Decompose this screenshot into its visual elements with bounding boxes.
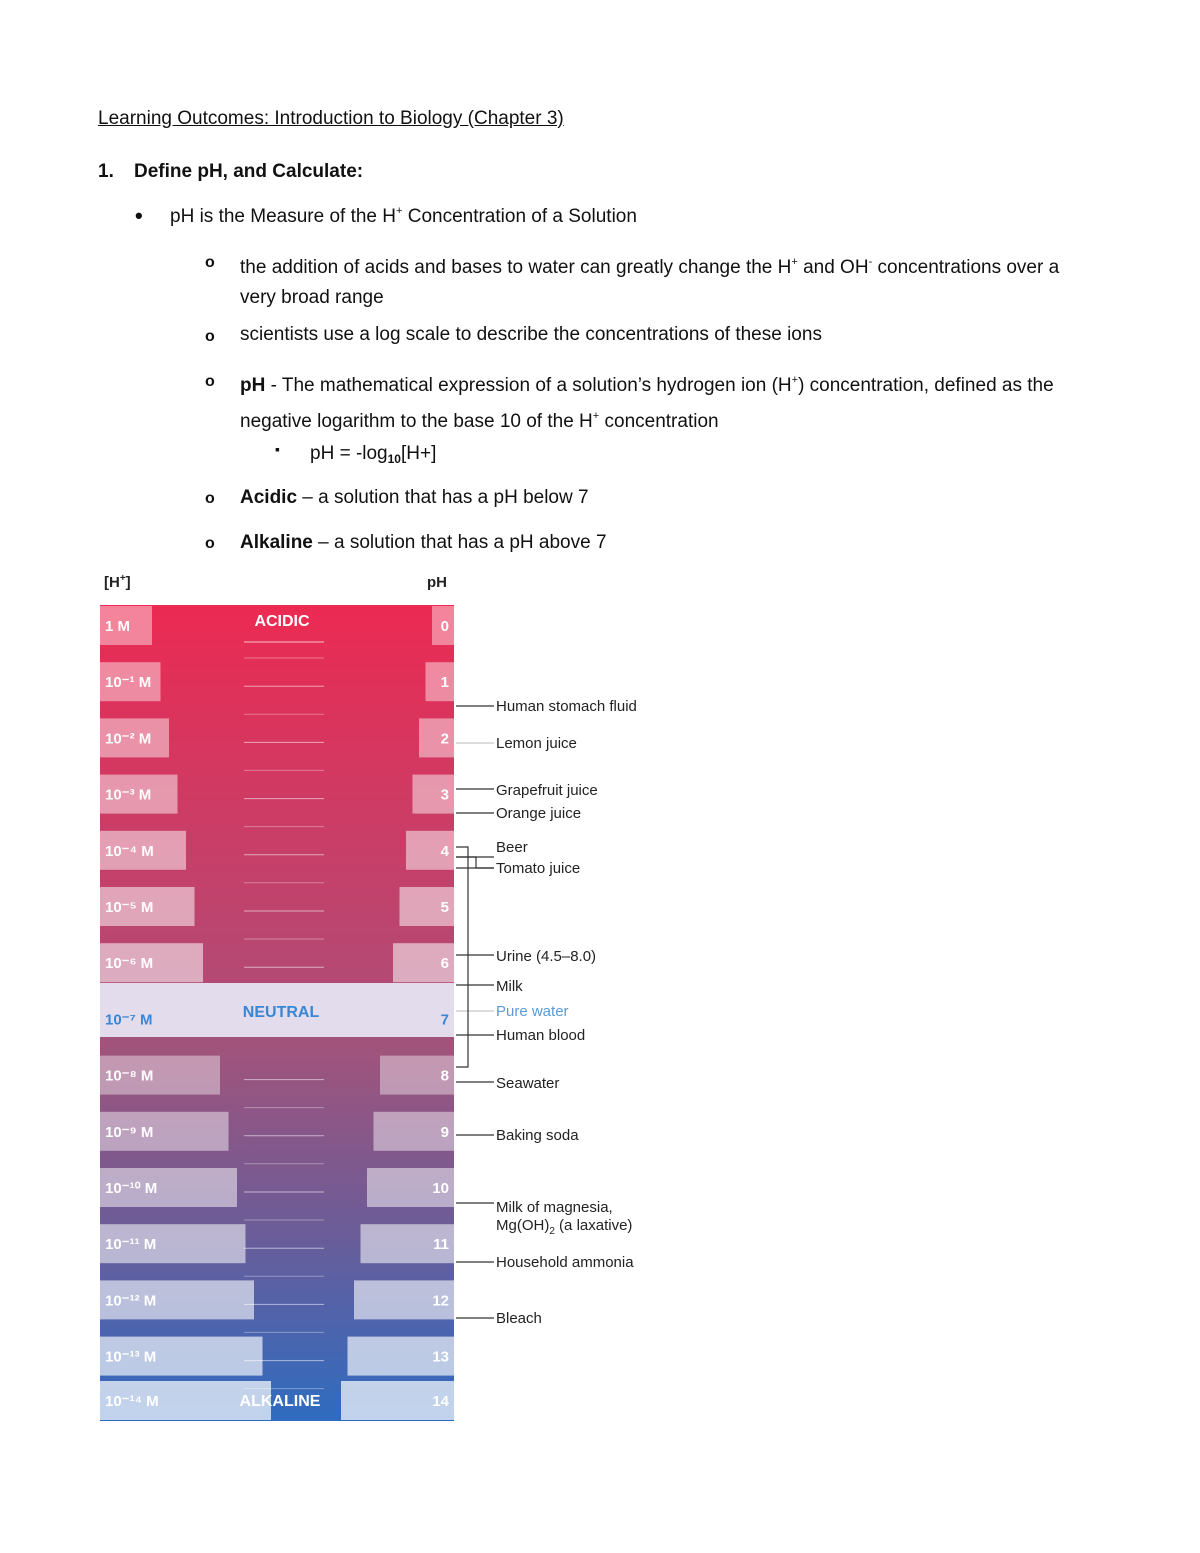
ph-value-label: 8	[440, 1067, 449, 1085]
substance-label: Beer	[496, 839, 528, 856]
section-heading-text: Define pH, and Calculate:	[134, 161, 364, 182]
ph-value-label: 12	[432, 1292, 449, 1310]
concentration-label: 10⁻¹⁰ M	[105, 1180, 158, 1197]
substance-label-formula: $Mg(OH)_2$ (a laxative)	[496, 1217, 633, 1237]
ph-value-label: 11	[433, 1236, 449, 1254]
substance-label: Urine (4.5–8.0)	[496, 948, 597, 965]
subpoint-alkaline: Alkaline – a solution that has a pH above 7	[240, 532, 607, 553]
circle-marker-icon: o	[205, 373, 215, 390]
concentration-label: 10⁻¹ M	[105, 674, 152, 692]
concentration-label: 1 M	[105, 618, 131, 635]
ph-value-label: 10	[432, 1180, 449, 1197]
subpoint-acidic: Acidic – a solution that has a pH below 7	[240, 487, 589, 508]
subpoint-ph-definition: pH - The mathematical expression of a solution’s hydrogen ion (H+) concentration, defined as the negative logarithm to the base 10 of the H+ concentration	[240, 374, 1054, 432]
ph-header: pH	[427, 574, 447, 591]
bullet-ph-measure: pH is the Measure of the H+ Concentration of a Solution	[170, 205, 637, 227]
concentration-label: 10⁻¹⁴ M	[105, 1393, 159, 1410]
ph-value-label: 3	[440, 786, 449, 804]
ph-value-label: 4	[440, 842, 449, 860]
urine-range-bracket	[456, 847, 468, 1067]
ph-value-label: 1	[440, 674, 449, 692]
ph-value-label: 7	[440, 1011, 449, 1029]
page-title: Learning Outcomes: Introduction to Biology (Chapter 3)	[98, 108, 564, 129]
substance-label: Seawater	[496, 1075, 560, 1092]
ph-formula: pH = $-\log_{10}[H+]$	[310, 443, 437, 466]
ph-value-label: 13	[432, 1348, 449, 1366]
ph-value-label: 0	[440, 618, 449, 635]
concentration-label: 10⁻⁸ M	[105, 1067, 154, 1085]
ph-value-label: 6	[440, 955, 449, 973]
substance-label: Orange juice	[496, 805, 582, 822]
ph-value-label: 14	[432, 1393, 449, 1410]
concentration-label: 10⁻⁶ M	[105, 955, 154, 973]
concentration-label: 10⁻⁷ M	[105, 1011, 153, 1029]
concentration-label: 10⁻⁹ M	[105, 1123, 154, 1141]
concentration-label: 10⁻⁴ M	[105, 842, 154, 860]
section-number: 1.	[98, 161, 114, 182]
bullet-dot-icon: •	[135, 203, 143, 228]
concentration-label: 10⁻³ M	[105, 786, 152, 804]
circle-marker-icon: o	[205, 490, 215, 507]
substance-label: Milk of magnesia,	[496, 1199, 613, 1216]
concentration-label: 10⁻¹³ M	[105, 1348, 157, 1366]
substance-label: Grapefruit juice	[496, 782, 598, 799]
concentration-label: 10⁻¹¹ M	[105, 1236, 157, 1254]
ph-value-label: 2	[440, 730, 449, 748]
ph-value-label: 9	[440, 1123, 449, 1141]
substance-label: Pure water	[496, 1003, 569, 1020]
subpoint-log-scale: scientists use a log scale to describe the concentrations of these ions	[240, 324, 822, 345]
substance-label: Milk	[496, 978, 523, 995]
section-heading	[98, 161, 363, 183]
alkaline-label: ALKALINE	[239, 1393, 321, 1410]
substance-label: Tomato juice	[496, 860, 581, 877]
h-concentration-header: [H+]	[104, 573, 131, 591]
circle-marker-icon: o	[205, 328, 215, 345]
ph-value-label: 5	[440, 899, 449, 916]
concentration-label: 10⁻⁵ M	[105, 899, 154, 916]
circle-marker-icon: o	[205, 535, 215, 552]
acidic-label: ACIDIC	[254, 613, 310, 630]
ph-scale-figure	[0, 560, 720, 1440]
substance-label: Bleach	[496, 1310, 542, 1327]
subpoint-acids-bases: the addition of acids and bases to water can greatly change the H+ and OH- concentrations over a very broad range	[240, 256, 1060, 308]
substance-label: Baking soda	[496, 1127, 579, 1144]
substance-label: Human stomach fluid	[496, 698, 637, 715]
substance-label: Human blood	[496, 1027, 586, 1044]
square-marker-icon: ▪	[275, 441, 280, 457]
concentration-label: 10⁻¹² M	[105, 1292, 157, 1310]
circle-marker-icon: o	[205, 254, 215, 271]
substance-label: Lemon juice	[496, 735, 577, 752]
substance-label: Household ammonia	[496, 1254, 634, 1271]
neutral-label: NEUTRAL	[242, 1004, 320, 1021]
concentration-label: 10⁻² M	[105, 730, 152, 748]
tomato-bracket	[456, 857, 494, 868]
